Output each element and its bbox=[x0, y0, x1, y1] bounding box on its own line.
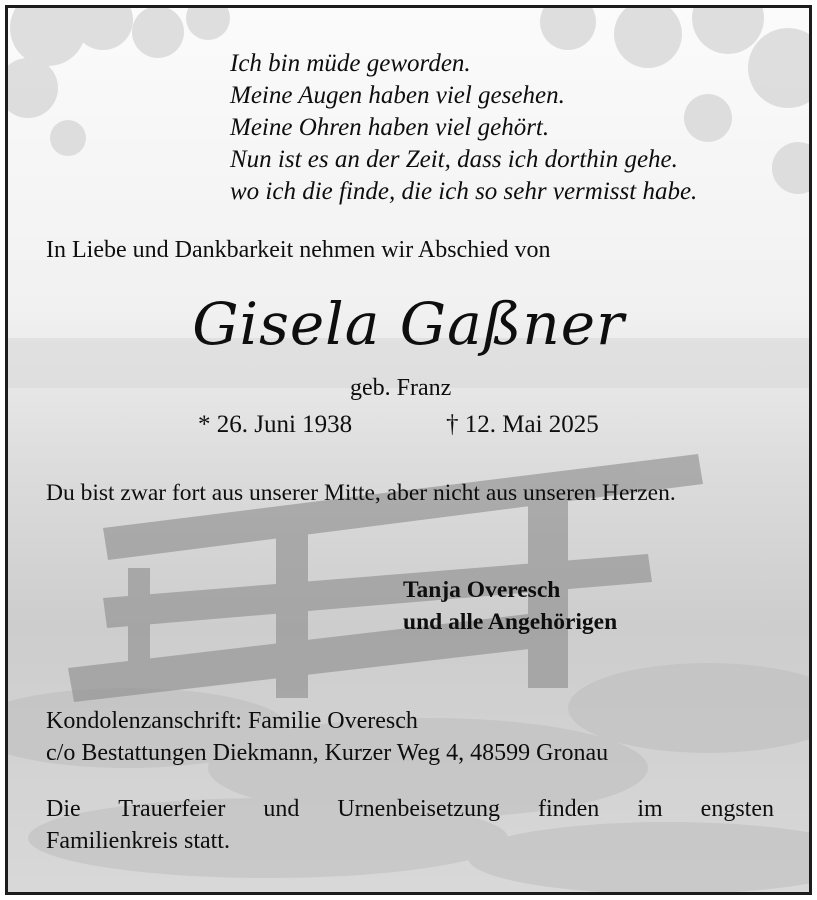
poem bbox=[230, 48, 697, 208]
memorial-quote: Du bist zwar fort aus unserer Mitte, aber nicht aus unseren Herzen. bbox=[46, 480, 676, 506]
poem-line: Ich bin müde geworden. bbox=[230, 50, 471, 77]
birth-date: * 26. Juni 1938 bbox=[198, 411, 353, 438]
poem-line: Nun ist es an der Zeit, dass ich dorthin gehe. bbox=[230, 146, 678, 173]
maiden-name: geb. Franz bbox=[350, 375, 452, 401]
funeral-service-note bbox=[46, 793, 774, 857]
poem-line: wo ich die finde, die ich so sehr vermisst habe. bbox=[230, 178, 698, 205]
farewell-intro: In Liebe und Dankbarkeit nehmen wir Abschied von bbox=[46, 237, 551, 263]
death-date: † 12. Mai 2025 bbox=[446, 411, 599, 438]
condolence-address bbox=[46, 705, 608, 769]
poem-line: Meine Ohren haben viel gehört. bbox=[230, 114, 550, 141]
condolence-line: c/o Bestattungen Diekmann, Kurzer Weg 4, 48599 Gronau bbox=[46, 740, 609, 766]
obituary-notice bbox=[5, 5, 812, 895]
service-line: Familienkreis statt. bbox=[46, 828, 230, 854]
mourner-relatives: und alle Angehörigen bbox=[403, 609, 618, 635]
mourners-signature bbox=[403, 574, 617, 638]
condolence-line: Kondolenzanschrift: Familie Overesch bbox=[46, 708, 418, 734]
mourner-name: Tanja Overesch bbox=[403, 577, 561, 603]
service-line: Die Trauerfeier und Urnenbeisetzung finden im engsten bbox=[46, 796, 774, 822]
poem-line: Meine Augen haben viel gesehen. bbox=[230, 82, 565, 109]
deceased-name: Gisela Gaßner bbox=[192, 290, 625, 358]
